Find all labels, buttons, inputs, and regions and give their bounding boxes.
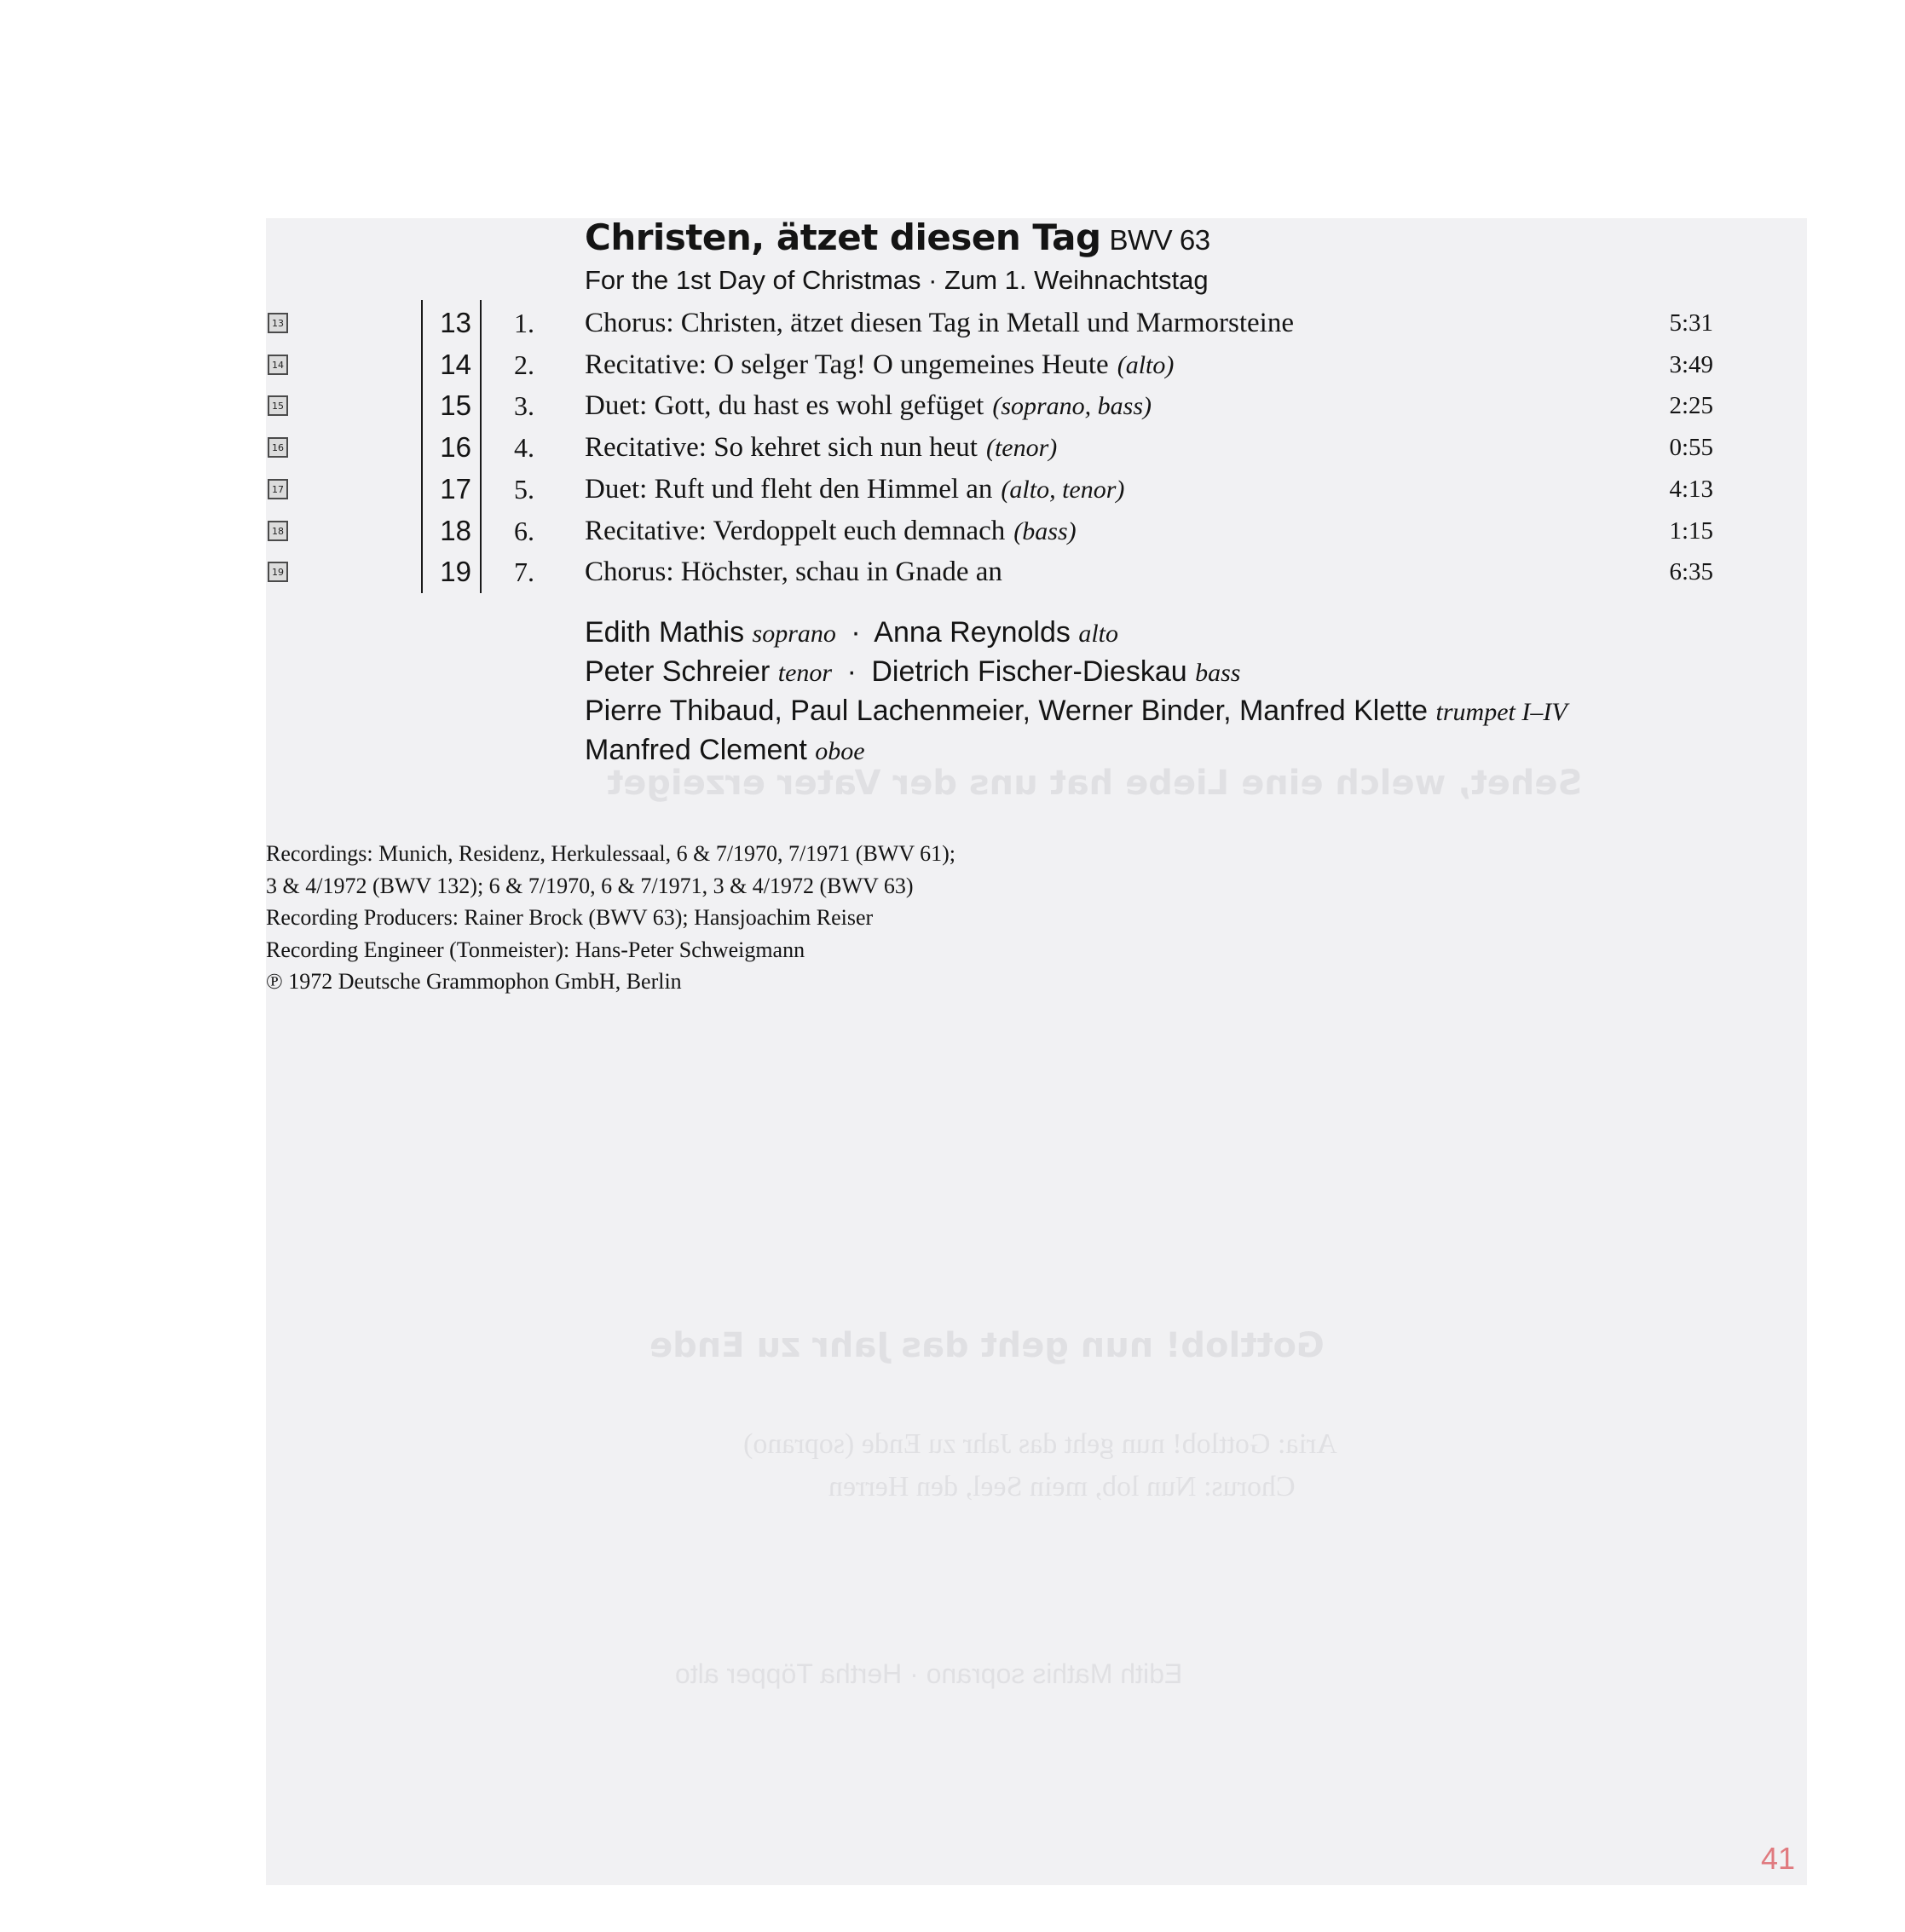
movement-number: 7. [514,557,534,588]
performer-role: bass [1195,659,1241,687]
track-duration: 1:15 [1669,516,1713,545]
bleed-through-line: Edith Mathis soprano · Hertha Töpper alto [675,1658,1183,1689]
track-index-icon: 17 [268,479,288,499]
track-duration: 3:49 [1669,350,1713,378]
track-title: Duet: Gott, du hast es wohl gefüget (soprano, bass) [585,390,1152,422]
credit-line: 3 & 4/1972 (BWV 132); 6 & 7/1970, 6 & 7/1971, 3 & 4/1972 (BWV 63) [266,873,914,898]
performer-name: Dietrich Fischer-Dieskau [871,655,1187,688]
performer-line [585,614,1567,653]
catalogue-number: BWV 63 [1109,224,1210,256]
track-voices: (tenor) [985,434,1058,463]
track-number: 19 [440,556,471,588]
bleed-through-line: Aria: Gottlob! nun geht das Jahr zu Ende (soprano) [743,1428,1337,1460]
movement-number: 3. [514,390,534,422]
recording-credits [266,838,955,998]
performer-name: Peter Schreier [585,655,771,688]
page-number: 41 [1761,1841,1796,1876]
track-voices: (alto) [1117,350,1175,379]
column-divider-left [421,300,423,593]
track-title: Recitative: O selger Tag! O ungemeines Heute (alto) [585,349,1175,380]
track-duration: 0:55 [1669,434,1713,462]
track-index-icon: 19 [268,562,288,582]
track-index-icon: 13 [268,313,288,333]
track-title: Duet: Ruft und fleht den Himmel an (alto, tenor) [585,473,1125,505]
bleed-through-heading: Gottlob! nun geht das Jahr zu Ende [649,1326,1325,1365]
track-number: 17 [440,472,471,505]
track-title: Chorus: Höchster, schau in Gnade an [585,557,1002,588]
separator: · [851,616,861,649]
track-number: 15 [440,389,471,422]
separator: · [846,655,857,688]
work-subtitle: For the 1st Day of Christmas · Zum 1. Weihnachtstag [585,265,1209,295]
track-title: Recitative: Verdoppelt euch demnach (bass) [585,515,1077,546]
track-index-icon: 14 [268,355,288,375]
performer-name: Pierre Thibaud, Paul Lachenmeier, Werner Binder, Manfred Klette [585,695,1429,727]
track-voices: (alto, tenor) [1001,475,1125,504]
column-divider-right [480,300,482,593]
track-index-icon: 16 [268,437,288,458]
track-voices: (soprano, bass) [992,392,1152,421]
performer-name: Anna Reynolds [874,616,1071,649]
performer-line [585,653,1567,692]
credit-line: Recording Engineer (Tonmeister): Hans-Peter Schweigmann [266,937,805,962]
movement-number: 6. [514,515,534,546]
bleed-through-line: Chorus: Nun lob, mein Seel, den Herren [828,1471,1296,1502]
credit-line: Recordings: Munich, Residenz, Herkulessaal, 6 & 7/1970, 7/1971 (BWV 61); [266,841,956,866]
performer-role: alto [1078,620,1118,648]
performer-line [585,731,1567,770]
track-number: 16 [440,431,471,464]
work-title-text: Christen, ätzet diesen Tag [585,216,1101,258]
track-number: 18 [440,514,471,546]
track-index-icon: 15 [268,395,288,416]
track-number: 14 [440,348,471,380]
work-title [585,216,1210,258]
track-index-icon: 18 [268,521,288,541]
performer-line [585,692,1567,731]
track-voices: (bass) [1013,516,1077,545]
track-title: Recitative: So kehret sich nun heut (tenor) [585,432,1058,464]
performer-name: Manfred Clement [585,734,807,766]
track-duration: 5:31 [1669,309,1713,337]
movement-number: 1. [514,308,534,338]
performer-role: oboe [815,737,865,765]
track-duration: 2:25 [1669,392,1713,420]
movement-number: 4. [514,432,534,464]
booklet-page [266,218,1807,1885]
credit-line: ℗ 1972 Deutsche Grammophon GmbH, Berlin [266,969,682,994]
movement-number: 5. [514,473,534,505]
track-number: 13 [440,307,471,338]
bleed-through-heading: Sehet, welch eine Liebe hat uns der Vater erzeiget [607,764,1583,803]
movement-number: 2. [514,349,534,380]
track-title: Chorus: Christen, ätzet diesen Tag in Metall und Marmorsteine [585,308,1294,338]
performer-name: Edith Mathis [585,616,745,649]
track-duration: 4:13 [1669,475,1713,503]
track-duration: 6:35 [1669,558,1713,586]
performer-list [585,614,1567,770]
performer-role: soprano [752,620,836,648]
credit-line: Recording Producers: Rainer Brock (BWV 63); Hansjoachim Reiser [266,905,874,930]
performer-role: tenor [777,659,833,687]
performer-role: trumpet I–IV [1435,698,1567,726]
